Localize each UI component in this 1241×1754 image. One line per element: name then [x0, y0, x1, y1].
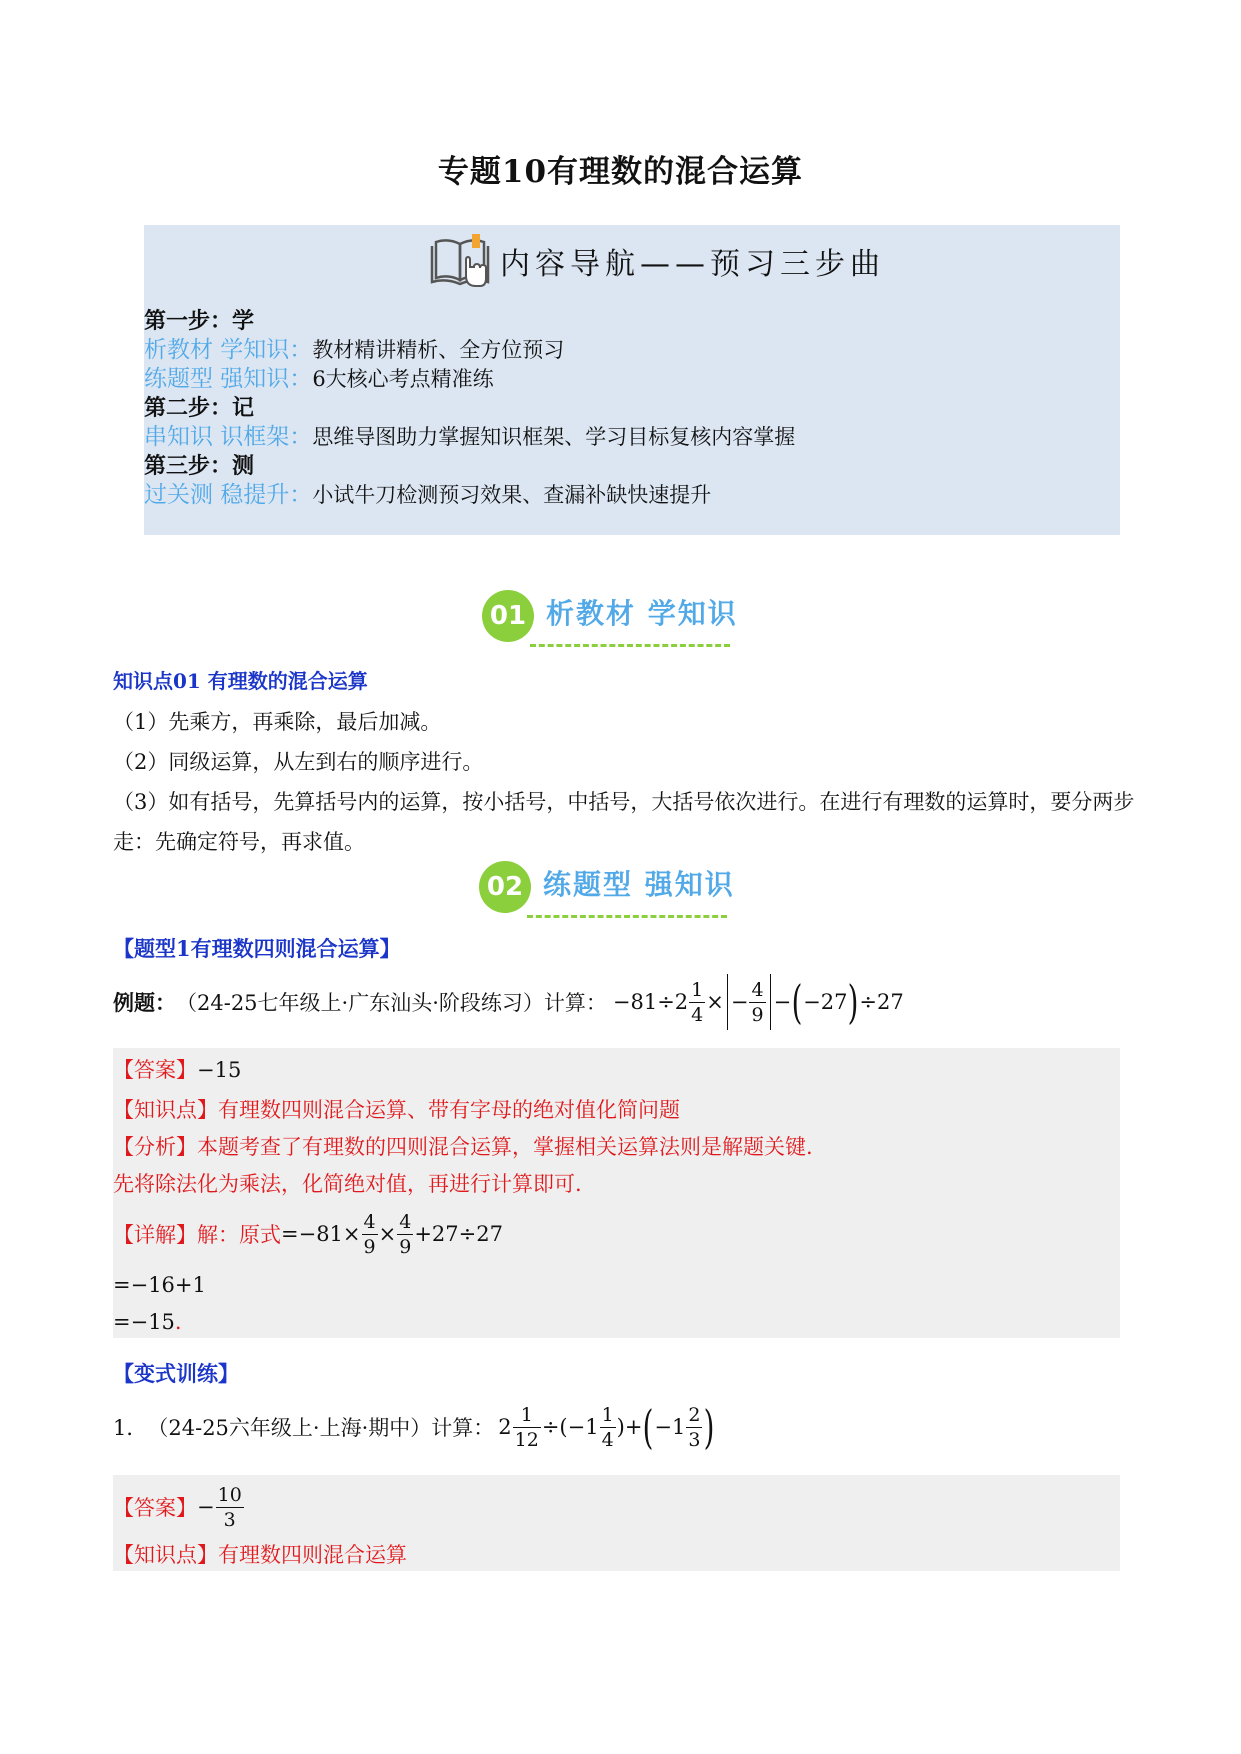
question-source: （24-25六年级上·上海·期中）计算： [147, 1416, 495, 1440]
section-number-badge: 01 [482, 590, 534, 642]
detail-line [113, 1204, 503, 1264]
fraction [397, 1210, 413, 1259]
nav-label: 析教材 学知识： [144, 337, 313, 363]
kp-text: 有理数四则混合运算 [218, 1543, 407, 1567]
analysis-text: 本题考查了有理数的四则混合运算，掌握相关运算法则是解题关键. [197, 1135, 813, 1159]
nav-line-test [144, 481, 795, 510]
nav-heading [430, 225, 885, 297]
nav-line-practice [144, 365, 795, 394]
kp-label: 【知识点】 [113, 1543, 218, 1567]
section-dashed-underline [527, 915, 727, 918]
paren: ( [791, 975, 803, 1029]
numerator: 4 [363, 1210, 376, 1233]
nav-label: 练题型 强知识： [144, 366, 313, 392]
expr-part: ÷27 [859, 990, 904, 1014]
denominator: 9 [399, 1235, 412, 1258]
example-answer-box [113, 1048, 1120, 1338]
analysis-line [113, 1131, 813, 1161]
solution-step-2: =−16+1 [113, 1273, 206, 1297]
question-expression [498, 1399, 715, 1455]
question-number: 1． [113, 1416, 148, 1440]
example-source: （24-25七年级上·广东汕头·阶段练习）计算： [176, 991, 607, 1015]
answer-value: −15 [197, 1058, 242, 1082]
nav-line-framework [144, 423, 795, 452]
section-title: 析教材 学知识 [546, 597, 738, 630]
denominator: 9 [363, 1235, 376, 1258]
nav-text: 小试牛刀检测预习效果、查漏补缺快速提升 [312, 483, 712, 507]
knowledge-point-heading: 知识点01 有理数的混合运算 [113, 669, 368, 693]
nav-step-3: 第三步：测 [144, 453, 255, 479]
nav-text: 6大核心考点精准练 [312, 367, 494, 391]
nav-text: 教材精讲精析、全方位预习 [312, 338, 565, 362]
expr-part: − [773, 990, 792, 1014]
kp-label: 【知识点】 [113, 1098, 218, 1122]
denominator: 3 [223, 1508, 236, 1531]
analysis-label: 【分析】 [113, 1135, 197, 1159]
numerator: 4 [399, 1210, 412, 1233]
example-label: 例题： [113, 990, 176, 1015]
fraction [689, 978, 705, 1027]
paren: ( [643, 1400, 654, 1454]
variant-question-1 [113, 1395, 715, 1459]
nav-lines [144, 307, 795, 510]
section-title: 练题型 强知识 [543, 868, 735, 901]
knowledge-point-line [113, 1094, 680, 1124]
denominator: 3 [688, 1428, 701, 1451]
analysis-line-2: 先将除法化为乘法，化简绝对值，再进行计算即可. [113, 1172, 582, 1196]
example-expression [613, 974, 904, 1030]
knowledge-item-3: （3）如有括号，先算括号内的运算，按小括号，中括号，大括号依次进行。在进行有理数的运算时，要分两步 [113, 790, 1135, 814]
fraction [513, 1403, 541, 1452]
absolute-value-bar [727, 974, 728, 1030]
numerator: 4 [751, 978, 764, 1001]
absolute-value-bar [770, 974, 771, 1030]
knowledge-point-line [113, 1539, 407, 1569]
numerator: 1 [691, 978, 704, 1001]
step-text: =−15 [113, 1310, 175, 1334]
expr-part: − [730, 990, 749, 1014]
nav-heading-text: 内容导航——预习三步曲 [500, 247, 885, 282]
answer-label: 【答案】 [113, 1496, 197, 1520]
denominator: 4 [601, 1428, 614, 1451]
paren: ) [704, 1400, 715, 1454]
fraction [216, 1483, 244, 1532]
expr-part: × [706, 990, 724, 1014]
answer-line [113, 1479, 245, 1535]
knowledge-item-1: （1）先乘方，再乘除，最后加减。 [113, 710, 442, 734]
expr-part: −81÷2 [612, 990, 689, 1014]
fraction [600, 1403, 616, 1452]
answer-label: 【答案】 [113, 1058, 197, 1082]
variant-answer-box [113, 1475, 1120, 1571]
nav-step-1: 第一步：学 [144, 308, 255, 334]
expr-part: 2 [498, 1415, 512, 1439]
detail-label: 【详解】 [113, 1223, 197, 1247]
numerator: 10 [217, 1483, 242, 1506]
section-number-badge: 02 [479, 861, 531, 913]
step-dot: . [174, 1310, 182, 1334]
kp-text: 有理数四则混合运算、带有字母的绝对值化简问题 [218, 1098, 680, 1122]
nav-line-study-materials [144, 336, 795, 365]
expr-part: −27 [803, 990, 848, 1014]
denominator: 12 [514, 1428, 539, 1451]
nav-step-2: 第二步：记 [144, 395, 255, 421]
expr-part: × [378, 1222, 397, 1246]
section-dashed-underline [530, 644, 730, 647]
expr-part: =−81× [281, 1222, 361, 1246]
nav-label: 过关测 稳提升： [144, 482, 313, 508]
nav-label: 串知识 识框架： [144, 424, 313, 450]
answer-sign: − [197, 1495, 215, 1519]
expr-part: ÷(−1 [541, 1415, 599, 1439]
numerator: 2 [688, 1403, 701, 1426]
expr-part: +27÷27 [414, 1222, 503, 1246]
fraction [362, 1210, 378, 1259]
page-title: 专题10有理数的混合运算 [437, 154, 804, 190]
content-navigation-box [144, 225, 1120, 535]
denominator: 4 [691, 1003, 704, 1026]
nav-text: 思维导图助力掌握知识框架、学习目标复核内容掌握 [312, 425, 796, 449]
numerator: 1 [601, 1403, 614, 1426]
solution-step-3 [113, 1310, 182, 1334]
denominator: 9 [751, 1003, 764, 1026]
detail-prefix: 解：原式 [197, 1223, 281, 1247]
book-pointer-icon [430, 230, 492, 292]
answer-line [113, 1054, 241, 1084]
knowledge-item-3-continued: 走：先确定符号，再求值。 [113, 830, 365, 854]
section-banner-01 [482, 586, 762, 652]
expr-part: )+ [616, 1415, 643, 1439]
fraction [749, 978, 765, 1027]
section-banner-02 [479, 857, 759, 923]
question-type-heading: 【题型1有理数四则混合运算】 [113, 936, 401, 961]
paren: ) [848, 975, 859, 1029]
example-problem [113, 970, 904, 1034]
fraction [686, 1403, 702, 1452]
variant-training-heading: 【变式训练】 [113, 1361, 239, 1386]
expr-part: −1 [654, 1415, 686, 1439]
knowledge-item-2: （2）同级运算，从左到右的顺序进行。 [113, 750, 484, 774]
numerator: 1 [513, 1403, 541, 1428]
